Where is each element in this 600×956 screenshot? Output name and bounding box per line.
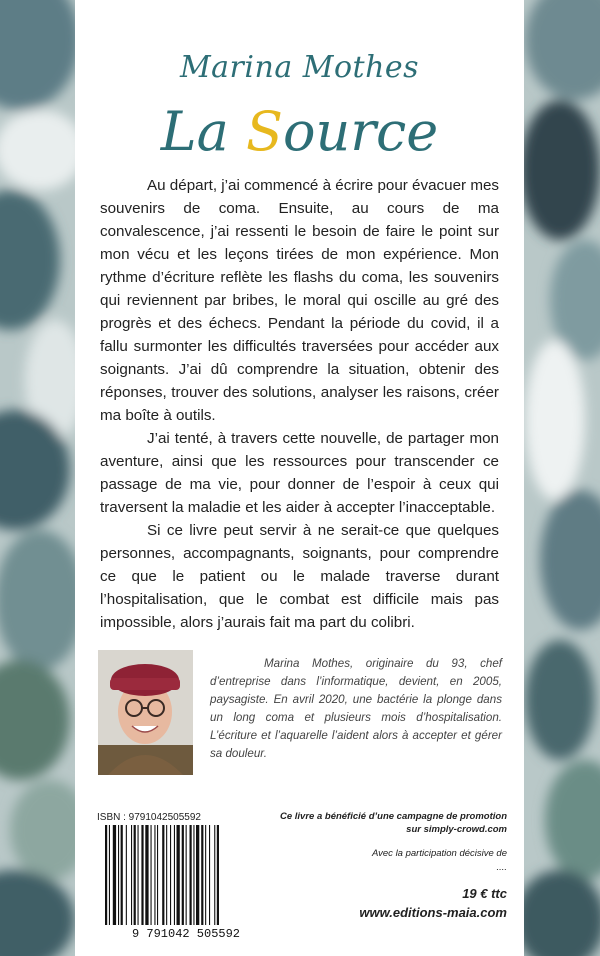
barcode-bar: [209, 825, 210, 925]
barcode-bar: [217, 825, 219, 925]
promo-note: [267, 810, 507, 836]
barcode-bar: [205, 825, 206, 925]
barcode-bar: [134, 825, 136, 925]
barcode-bar: [190, 825, 192, 925]
barcode-bar: [162, 825, 164, 925]
isbn-label: ISBN : 9791042505592: [97, 812, 201, 823]
publisher-website[interactable]: www.editions-maia.com: [359, 905, 507, 920]
partner-name: ....: [496, 862, 507, 873]
author-bio: [210, 655, 502, 763]
barcode-bar: [138, 825, 139, 925]
barcode-bar: [166, 825, 167, 925]
book-title: [75, 100, 524, 163]
barcode-bar: [174, 825, 175, 925]
title-accent-letter: S: [245, 100, 283, 163]
blurb-paragraph-1: Au départ, j’ai commencé à écrire pour évacuer mes souvenirs de coma. Ensuite, au cours de ma convalescence, j’ai ressenti le besoin de faire le point sur mon vécu et les leçons tirées de mon expérience. Mon rythme d’écriture reflète les flashs du coma, les souvenirs qui reviennent par bribes, le moral qui oscille au gré des progrès et des échecs. Pendant la période du covid, il a fallu surmonter les difficultés traversées pour accéder aux soignants. J’ai dû comprendre la situation, obtenir des réponses, trouver des solutions, analyser les raisons, créer ma boîte à outils.: [100, 177, 500, 424]
partner-line: Avec la participation décisive de: [371, 848, 507, 859]
partner-note: [267, 847, 507, 875]
blurb-paragraph-2: J’ai tenté, à travers cette nouvelle, de partager mon aventure, ainsi que les ressources pour transcender ce passage de ma vie, pour donner de l’espoir à ceux qui traversent la maladie et les aider à accepter l’inacceptable.: [100, 430, 499, 516]
barcode-bar: [131, 825, 132, 925]
blurb-paragraph-3: Si ce livre peut servir à ne serait-ce que quelques personnes, accompagnants, soignants, pour comprendre ce que le patient ou le malade traverse durant l’hospitalisation, que le combat est difficile mais pas impossible, alors j’aurais fait ma part du colibri.: [100, 522, 499, 631]
barcode-bar: [182, 825, 184, 925]
barcode-bar: [154, 825, 155, 925]
barcode-bar: [157, 825, 158, 925]
blurb: [100, 174, 499, 634]
barcode-bar: [201, 825, 203, 925]
author-bio-text: Marina Mothes, originaire du 93, chef d’entreprise dans l’informatique, devient, en 2005, paysagiste. En avril 2020, une bactérie la plonge dans un long coma et plusieurs mois d’hospitalisation. L’écriture et l’aquarelle l’aident alors à accepter et gérer sa douleur.: [210, 657, 502, 760]
price-block: [359, 884, 507, 922]
barcode-bar: [177, 825, 180, 925]
barcode-bar: [145, 825, 148, 925]
back-cover-panel: [75, 0, 524, 956]
barcode-bar: [193, 825, 194, 925]
author-photo: [98, 650, 193, 775]
title-part-2: ource: [282, 100, 439, 163]
barcode-bar: [121, 825, 123, 925]
barcode-bar: [170, 825, 171, 925]
barcode-bar: [118, 825, 119, 925]
barcode-bar: [105, 825, 107, 925]
barcode-bar: [126, 825, 127, 925]
barcode-bar: [109, 825, 110, 925]
barcode-bar: [214, 825, 215, 925]
barcode-bar: [141, 825, 143, 925]
promo-line-2: sur simply-crowd.com: [406, 824, 507, 835]
title-part-1: La: [160, 100, 246, 163]
barcode-bar: [196, 825, 199, 925]
barcode-bar: [151, 825, 152, 925]
isbn-barcode: [97, 825, 275, 940]
author-name: Marina Mothes: [179, 50, 420, 85]
barcode-bar: [113, 825, 116, 925]
barcode-bar: [186, 825, 187, 925]
price: 19 € ttc: [462, 886, 507, 901]
promo-line-1: Ce livre a bénéficié d’une campagne de promotion: [280, 811, 507, 822]
barcode-digits: 9 791042 505592: [131, 927, 241, 940]
